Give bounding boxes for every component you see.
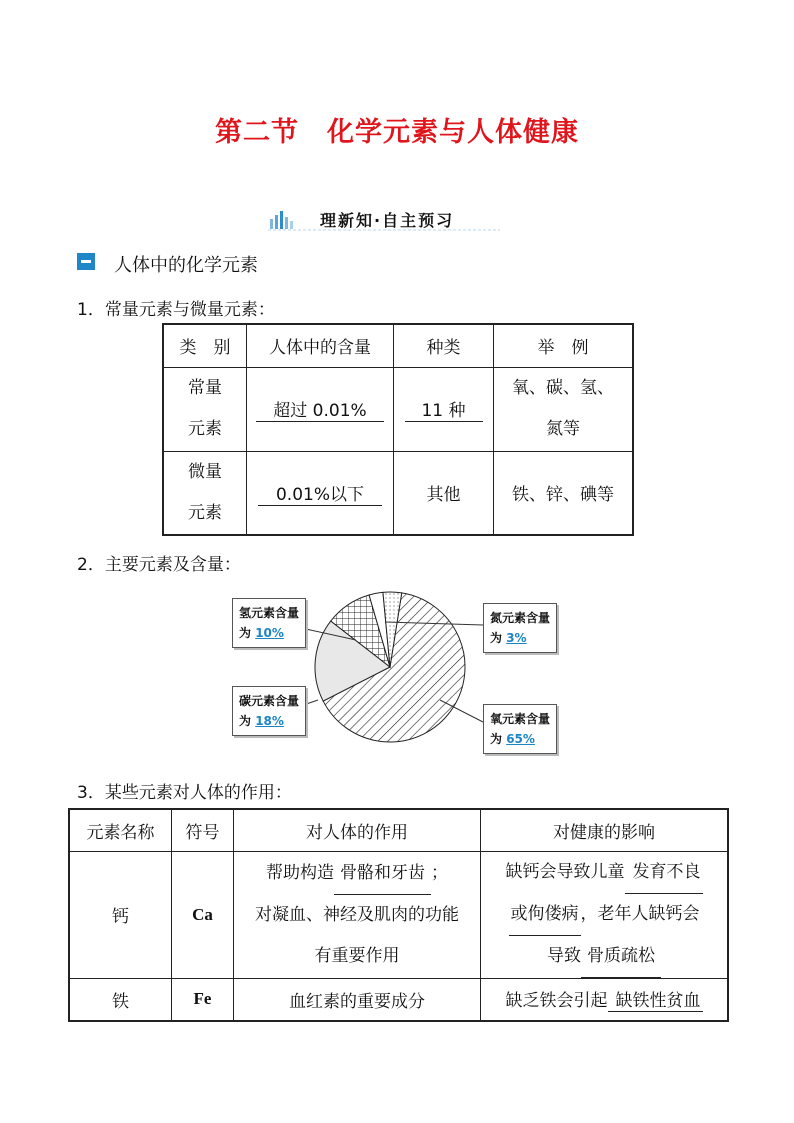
header-content: 人体中的含量 xyxy=(247,324,394,367)
callout-label: 氢元素含量 xyxy=(239,606,300,620)
header-function: 对人体的作用 xyxy=(234,809,481,851)
section-title: 人体中的化学元素 xyxy=(114,255,258,276)
cell-element: 钙 xyxy=(69,851,172,978)
callout-label: 氮元素含量 xyxy=(490,611,551,625)
callout-prefix: 为 xyxy=(239,714,252,728)
text: ； xyxy=(431,862,448,883)
item2-heading: 2．主要元素及含量： xyxy=(77,555,241,575)
answer-blank: 骨骼和牙齿 xyxy=(334,853,431,895)
cell-cat: 元素 xyxy=(188,502,222,523)
header-kinds: 种类 xyxy=(394,324,494,367)
callout-value: 65% xyxy=(506,732,535,746)
callout-value: 18% xyxy=(255,714,284,728)
cell-cat: 元素 xyxy=(188,419,222,439)
cell-symbol: Ca xyxy=(172,851,234,978)
answer-blank: 骨质疏松 xyxy=(581,936,661,978)
text: 缺乏铁会引起 xyxy=(505,991,608,1012)
callout-label: 碳元素含量 xyxy=(239,694,300,708)
answer-blank: 11 种 xyxy=(405,396,483,422)
callout-prefix: 为 xyxy=(490,732,503,746)
element-function-table xyxy=(68,808,729,1022)
answer-blank: 0.01%以下 xyxy=(258,480,382,506)
table-row xyxy=(69,851,728,978)
answer-blank: 或佝偻病 xyxy=(509,894,581,936)
cell-example: 氮等 xyxy=(546,419,580,439)
text: 对凝血、神经及肌肉的功能 xyxy=(255,904,459,925)
answer-blank: 缺铁性贫血 xyxy=(608,986,703,1012)
callout-prefix: 为 xyxy=(239,626,252,640)
oxygen-callout xyxy=(483,704,557,754)
answer-blank: 发育不良 xyxy=(625,852,703,894)
carbon-callout xyxy=(232,686,306,736)
cell-kinds: 其他 xyxy=(394,451,494,535)
text: 缺钙会导致儿童 xyxy=(505,861,625,882)
header-example: 举 例 xyxy=(494,324,634,367)
header-effect: 对健康的影响 xyxy=(481,809,729,851)
text: 帮助构造 xyxy=(266,862,334,883)
cell-example: 氧、碳、氢、 xyxy=(512,378,614,398)
cell-element: 铁 xyxy=(69,978,172,1021)
header-category: 类 别 xyxy=(163,324,247,367)
item3-heading: 3．某些元素对人体的作用： xyxy=(77,783,292,803)
text: 有重要作用 xyxy=(314,945,400,966)
cell-symbol: Fe xyxy=(172,978,234,1021)
callout-label: 氧元素含量 xyxy=(490,712,551,726)
cell-example: 铁、锌、碘等 xyxy=(494,451,634,535)
cell-cat: 微量 xyxy=(188,461,222,482)
callout-value: 10% xyxy=(255,626,284,640)
header-symbol: 符号 xyxy=(172,809,234,851)
item1-heading: 1．常量元素与微量元素： xyxy=(77,300,275,320)
page-title: 第二节 化学元素与人体健康 xyxy=(215,117,579,148)
cell-function: 血红素的重要成分 xyxy=(234,978,481,1021)
text: 导致 xyxy=(547,945,581,966)
header-name: 元素名称 xyxy=(69,809,172,851)
callout-value: 3% xyxy=(506,631,527,645)
nitrogen-callout xyxy=(483,603,557,653)
answer-blank: 超过 0.01% xyxy=(256,396,384,422)
text: ，老年人缺钙会 xyxy=(580,903,700,924)
cell-cat: 常量 xyxy=(188,378,222,398)
table-row xyxy=(69,978,728,1021)
hydrogen-callout xyxy=(232,598,306,648)
banner-text: 理新知·自主预习 xyxy=(320,211,455,230)
callout-prefix: 为 xyxy=(490,631,503,645)
